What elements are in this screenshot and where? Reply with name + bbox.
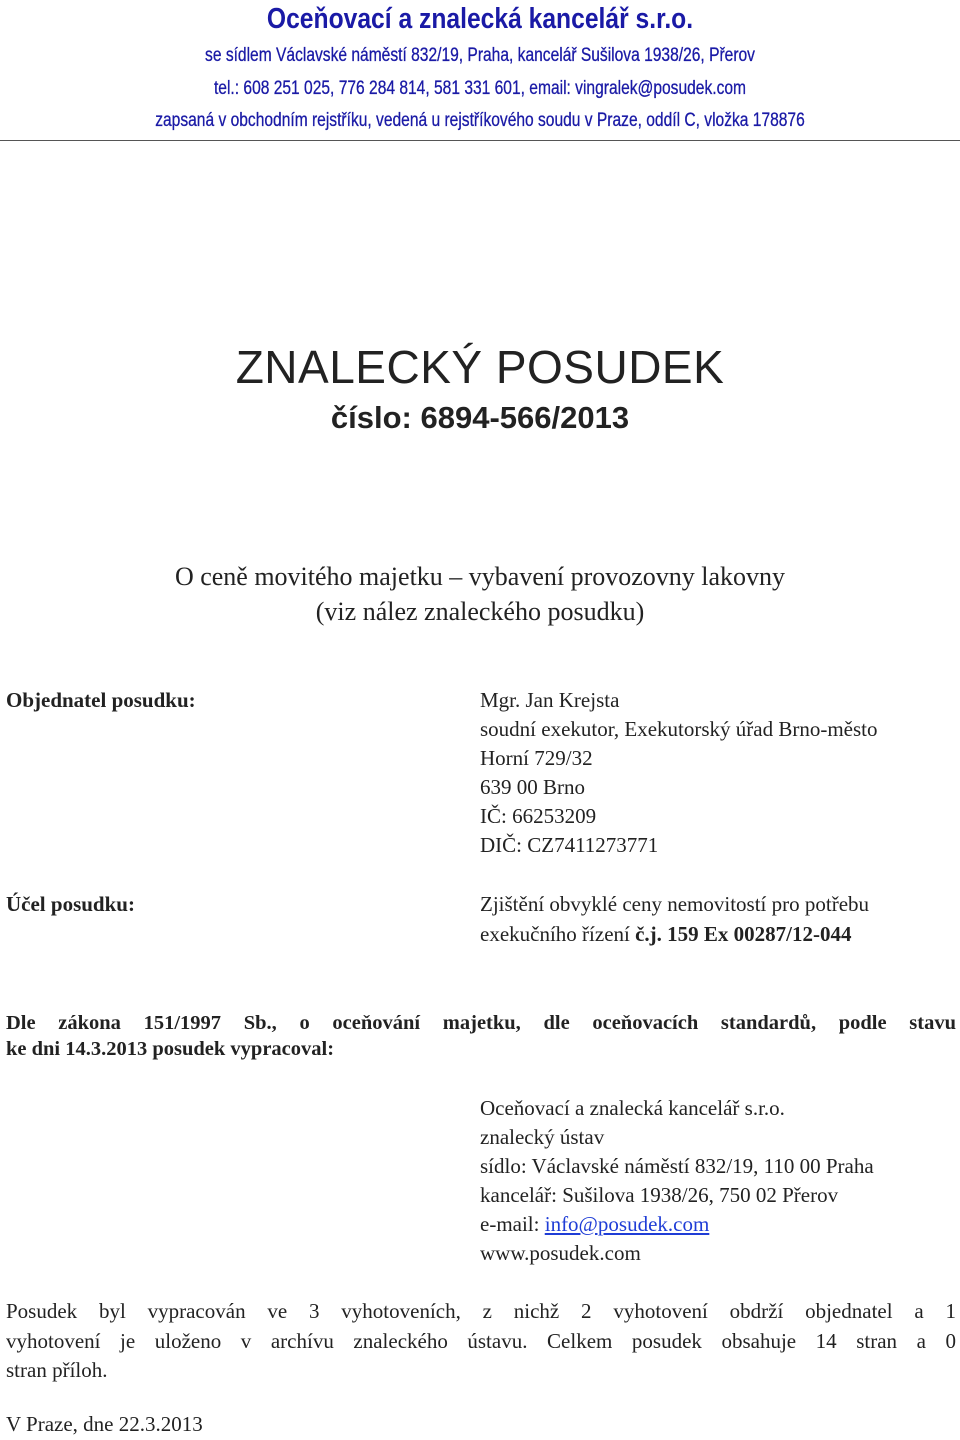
copies-statement-line1: Posudek byl vypracován ve 3 vyhotoveních, z nichž 2 vyhotovení obdrží objednatel a 1 bbox=[6, 1299, 956, 1323]
client-dic: DIČ: CZ7411273771 bbox=[480, 833, 659, 857]
company-name-heading: Oceňovací a znalecká kancelář s.r.o. bbox=[266, 3, 694, 35]
document-number: číslo: 6894-566/2013 bbox=[330, 400, 630, 435]
purpose-label: Účel posudku: bbox=[6, 892, 135, 916]
purpose-reference bbox=[480, 922, 852, 947]
author-email-label: e-mail: bbox=[480, 1212, 545, 1236]
copies-statement-line2: vyhotovení je uloženo v archívu znaleckého ústavu. Celkem posudek obsahuje 14 stran a 0 bbox=[6, 1328, 956, 1353]
company-contact-line: tel.: 608 251 025, 776 284 814, 581 331 601, email: vingralek@posudek.com bbox=[213, 78, 747, 99]
client-ic: IČ: 66253209 bbox=[480, 804, 597, 828]
place-and-date: V Praze, dne 22.3.2013 bbox=[6, 1412, 203, 1436]
author-seat: sídlo: Václavské náměstí 832/19, 110 00 Praha bbox=[480, 1154, 874, 1178]
client-role: soudní exekutor, Exekutorský úřad Brno-město bbox=[480, 717, 878, 741]
author-website: www.posudek.com bbox=[480, 1241, 641, 1265]
client-label: Objednatel posudku: bbox=[6, 688, 196, 712]
law-statement-line2: ke dni 14.3.2013 posudek vypracoval: bbox=[6, 1038, 335, 1060]
author-office: kancelář: Sušilova 1938/26, 750 02 Přerov bbox=[480, 1183, 839, 1207]
client-street: Horní 729/32 bbox=[480, 746, 593, 770]
author-name: Oceňovací a znalecká kancelář s.r.o. bbox=[480, 1096, 785, 1120]
author-type: znalecký ústav bbox=[480, 1125, 605, 1149]
document-title: ZNALECKÝ POSUDEK bbox=[235, 341, 725, 393]
document-subject-note: (viz nález znaleckého posudku) bbox=[315, 597, 645, 626]
copies-statement-line3: stran příloh. bbox=[6, 1358, 108, 1382]
document-subject: O ceně movitého majetku – vybavení provozovny lakovny bbox=[174, 562, 786, 591]
client-name: Mgr. Jan Krejsta bbox=[480, 688, 620, 712]
law-statement-line1: Dle zákona 151/1997 Sb., o oceňování majetku, dle oceňovacích standardů, podle stavu bbox=[6, 1012, 956, 1034]
copies-statement bbox=[6, 1297, 956, 1386]
purpose-reference-prefix: exekučního řízení bbox=[480, 922, 636, 946]
header-divider bbox=[0, 140, 960, 141]
case-number: č.j. 159 Ex 00287/12-044 bbox=[635, 922, 852, 946]
client-city: 639 00 Brno bbox=[480, 775, 585, 799]
company-seat-line: se sídlem Václavské náměstí 832/19, Praha, kancelář Sušilova 1938/26, Přerov bbox=[205, 45, 755, 66]
author-email-line bbox=[480, 1212, 709, 1237]
purpose-text: Zjištění obvyklé ceny nemovitostí pro potřebu bbox=[480, 892, 870, 916]
law-statement bbox=[6, 1010, 956, 1062]
company-registration-line: zapsaná v obchodním rejstříku, vedená u rejstříkového soudu v Praze, oddíl C, vložka 178876 bbox=[155, 110, 805, 131]
email-link[interactable]: info@posudek.com bbox=[544, 1212, 710, 1236]
